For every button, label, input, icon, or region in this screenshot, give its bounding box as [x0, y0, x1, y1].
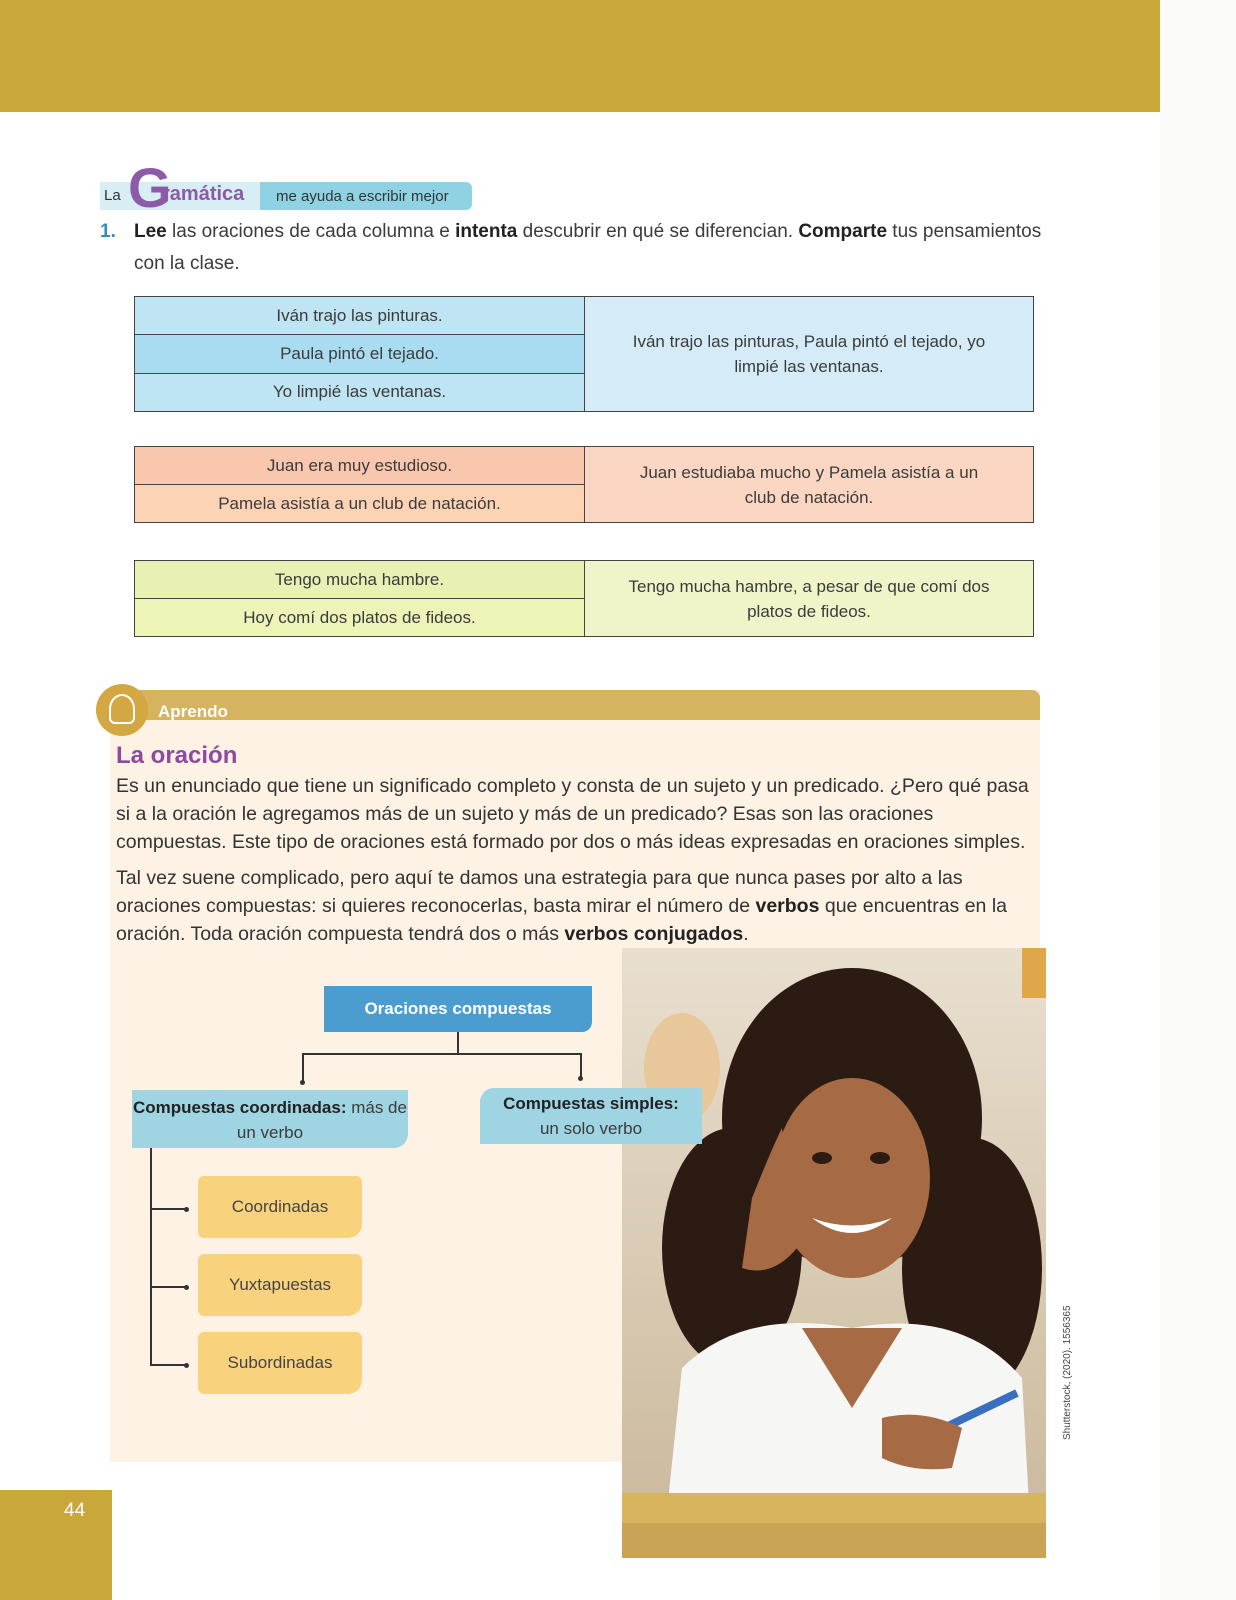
simple-sentence: Pamela asistía a un club de natación.: [135, 485, 584, 522]
activity-number: 1.: [100, 221, 116, 242]
simple-desc: un solo verbo: [539, 1119, 643, 1138]
aprendo-header-bar: [136, 690, 1040, 720]
verb-intenta: intenta: [455, 221, 518, 242]
compound-sentence: Iván trajo las pinturas, Paula pintó el tejado, yo limpié las ventanas.: [585, 297, 1033, 411]
student-photo: [622, 948, 1046, 1558]
connector: [302, 1053, 582, 1055]
type-subordinadas: Subordinadas: [198, 1332, 362, 1394]
connector-dot: [578, 1076, 583, 1081]
activity-text-1: las oraciones de cada columna e: [166, 221, 456, 242]
activity-text-2: descubrir en qué se diferencian.: [517, 221, 799, 242]
simple-sentence: Hoy comí dos platos de fideos.: [135, 599, 584, 636]
simple-sentences-column: [135, 297, 585, 411]
sentence-table-1: [134, 296, 1034, 412]
verb-lee: Lee: [134, 221, 167, 242]
connector: [150, 1208, 186, 1210]
simple-sentence: Tengo mucha hambre.: [135, 561, 584, 599]
strategy-paragraph: [116, 864, 1036, 948]
simple-sentence: Juan era muy estudioso.: [135, 447, 584, 485]
strategy-text-1: Tal vez suene complicado, pero aquí te damos una estrategia para que nunca pases por alto a las oraciones compuestas: si quieres reconocerlas, basta mirar el número de: [116, 867, 963, 917]
compound-sentence: Juan estudiaba mucho y Pamela asistía a un club de natación.: [585, 447, 1033, 522]
reader-icon: [96, 684, 148, 736]
simple-sentence: Paula pintó el tejado.: [135, 335, 584, 373]
connector-dot: [300, 1080, 305, 1085]
connector: [302, 1053, 304, 1081]
grammar-section-header: [100, 156, 472, 219]
definition-paragraph: Es un enunciado que tiene un significado completo y consta de un sujeto y un predicado. ¿Pero qué pasa si a la oración le agregamos más de un sujeto y más de un predicado? Esas son las oraciones compuestas. Este tipo de oraciones está formado por dos o más ideas expresadas en oraciones simples.: [116, 775, 1029, 853]
simple-sentence: Iván trajo las pinturas.: [135, 297, 584, 335]
activity-text-3: tus pensamientos con la clase.: [134, 221, 1042, 274]
keyword-verbos: verbos: [755, 895, 820, 917]
type-yuxtapuestas: Yuxtapuestas: [198, 1254, 362, 1316]
aprendo-label: Aprendo: [158, 702, 228, 721]
connector-dot: [184, 1207, 189, 1212]
coordinated-title: Compuestas coordinadas:: [133, 1098, 347, 1117]
coordinated-box: [132, 1090, 408, 1148]
connector: [457, 1032, 459, 1054]
connector: [150, 1148, 152, 1365]
diagram-root-box: Oraciones compuestas: [324, 986, 592, 1032]
sentence-table-2: [134, 446, 1034, 523]
strategy-text-2: que encuentras en la oración. Toda oración compuesta tendrá dos o más: [116, 895, 1007, 945]
grammar-prefix: La: [104, 187, 121, 204]
grammar-logo-letter: G: [128, 156, 172, 219]
top-color-band: [0, 0, 1160, 112]
photo-credit: Shutterstock, (2020). 1556365: [1062, 1305, 1073, 1440]
connector: [150, 1286, 186, 1288]
compound-sentence: Tengo mucha hambre, a pesar de que comí dos platos de fideos.: [585, 561, 1033, 636]
sentence-table-3: [134, 560, 1034, 637]
strategy-text-3: .: [743, 923, 749, 945]
page-number-box: [0, 1490, 112, 1600]
simple-sentences-column: [135, 447, 585, 522]
grammar-subtitle: me ayuda a escribir mejor: [276, 188, 449, 205]
section-title: La oración: [116, 742, 238, 769]
page-edge: [1160, 0, 1236, 1600]
grammar-title: ramática: [162, 183, 245, 205]
connector-dot: [184, 1363, 189, 1368]
connector-dot: [184, 1285, 189, 1290]
simple-box: [480, 1088, 702, 1144]
simple-title: Compuestas simples:: [503, 1094, 679, 1113]
keyword-verbos-conjugados: verbos conjugados: [564, 923, 744, 945]
simple-sentence: Yo limpié las ventanas.: [135, 374, 584, 411]
verb-comparte: Comparte: [798, 221, 888, 242]
connector: [150, 1364, 186, 1366]
activity-text: [134, 216, 1064, 280]
simple-sentences-column: [135, 561, 585, 636]
coordinated-desc: más de un verbo: [236, 1098, 407, 1142]
type-coordinadas: Coordinadas: [198, 1176, 362, 1238]
page-number: 44: [64, 1500, 86, 1521]
